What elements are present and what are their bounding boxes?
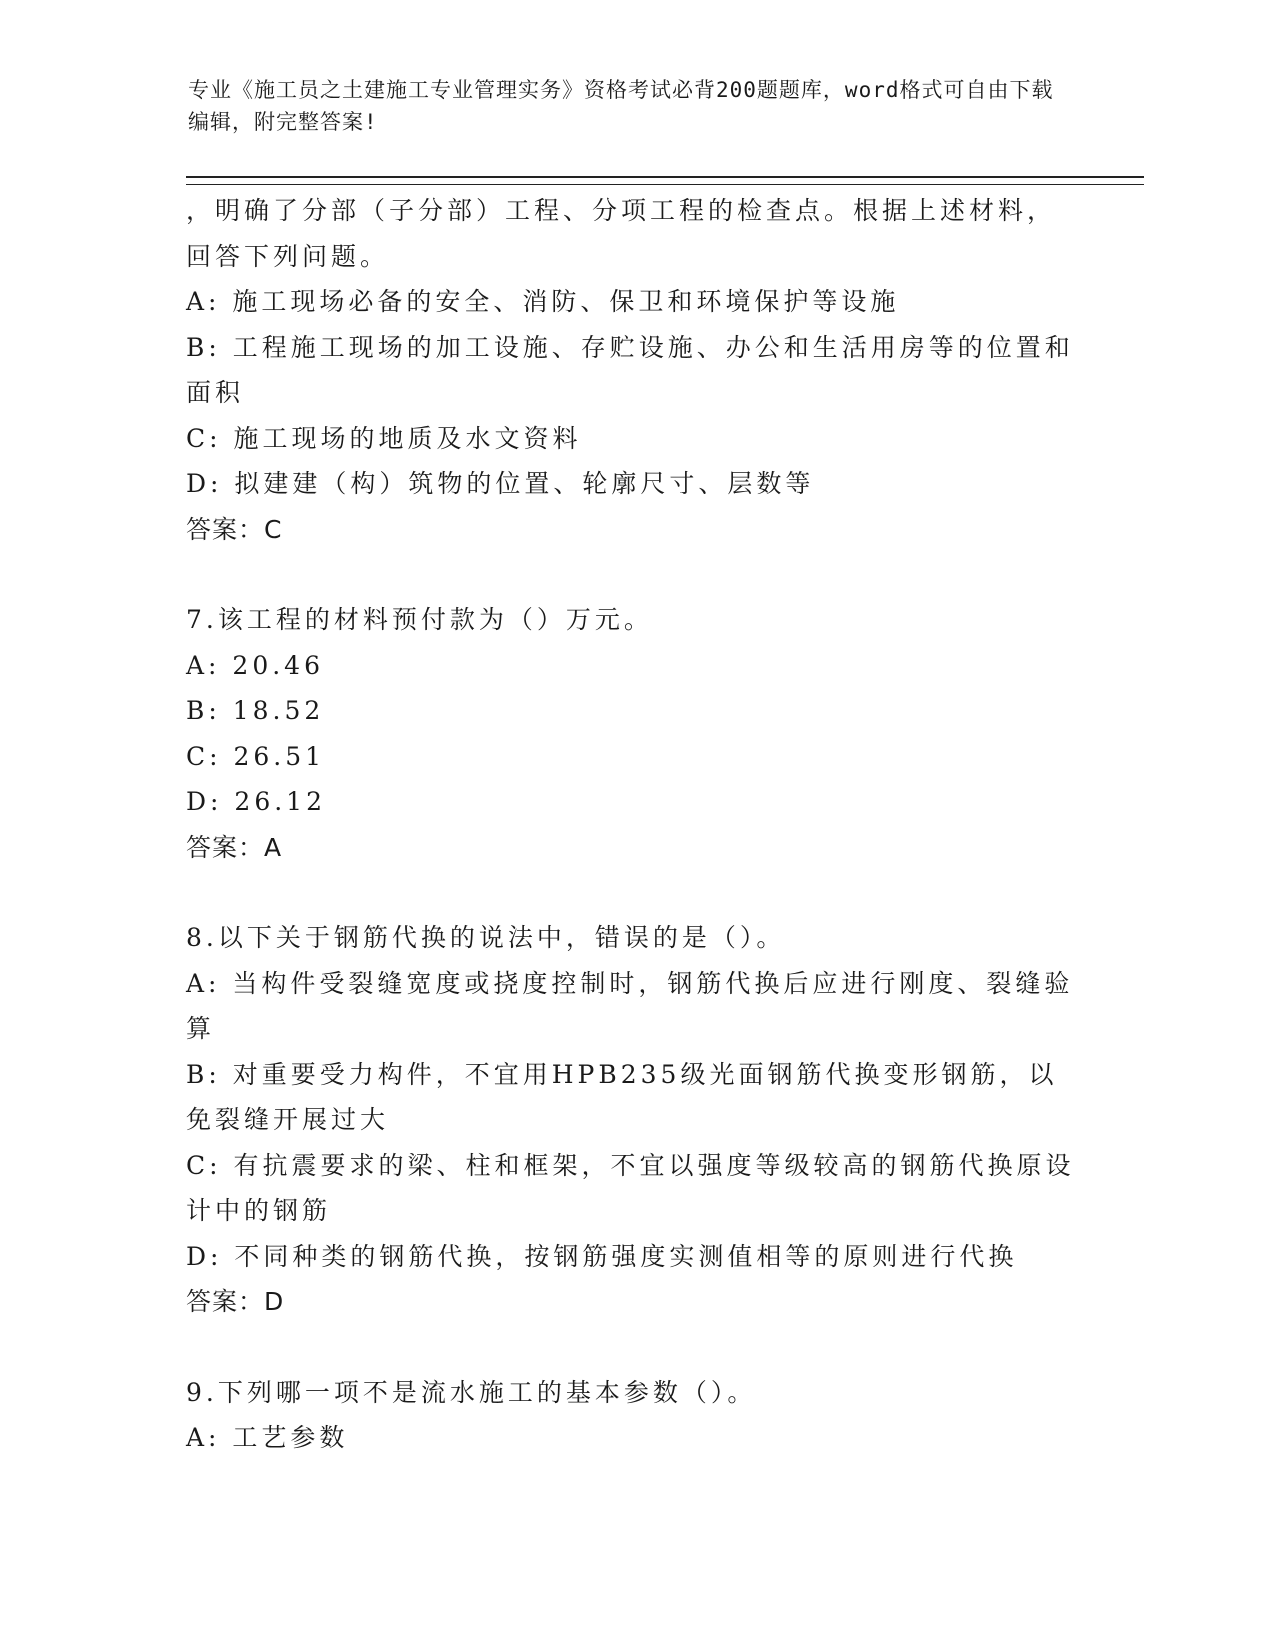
answer: 答案：A — [186, 832, 283, 862]
option-d: D: 26.12 — [186, 787, 326, 816]
option-c: C: 有抗震要求的梁、柱和框架，不宜以强度等级较高的钢筋代换原设计中的钢筋 — [186, 1150, 1075, 1225]
option-d: D: 拟建建（构）筑物的位置、轮廓尺寸、层数等 — [186, 469, 815, 498]
question-text: 7.该工程的材料预付款为（）万元。 — [186, 605, 653, 634]
question-block-continuation — [186, 188, 1076, 552]
option-a: A: 施工现场必备的安全、消防、保卫和环境保护等设施 — [186, 287, 900, 316]
option-b: B: 对重要受力构件，不宜用HPB235级光面钢筋代换变形钢筋，以免裂缝开展过大 — [186, 1059, 1058, 1134]
question-text: 9.下列哪一项不是流水施工的基本参数（）。 — [186, 1377, 757, 1407]
question-text: 8.以下关于钢筋代换的说法中，错误的是（）。 — [186, 923, 786, 952]
option-b: B: 工程施工现场的加工设施、存贮设施、办公和生活用房等的位置和面积 — [186, 332, 1074, 407]
spacer — [186, 552, 1076, 597]
question-content — [186, 188, 1076, 1461]
option-c: C: 施工现场的地质及水文资料 — [186, 423, 582, 453]
document-header — [188, 74, 1068, 138]
question-text: ，明确了分部（子分部）工程、分项工程的检查点。根据上述材料，回答下列问题。 — [186, 196, 1057, 271]
option-a: A: 当构件受裂缝宽度或挠度控制时，钢筋代换后应进行刚度、裂缝验算 — [186, 968, 1074, 1043]
answer: 答案：C — [186, 514, 283, 544]
question-block-8 — [186, 915, 1076, 1325]
question-block-9 — [186, 1370, 1076, 1461]
header-title: 专业《施工员之土建施工专业管理实务》资格考试必背200题题库，word格式可自由下载编辑，附完整答案! — [188, 78, 1054, 134]
header-divider — [186, 176, 1144, 185]
option-d: D: 不同种类的钢筋代换，按钢筋强度实测值相等的原则进行代换 — [186, 1241, 1018, 1271]
spacer — [186, 1325, 1076, 1370]
answer: 答案：D — [186, 1287, 285, 1316]
option-c: C: 26.51 — [186, 741, 326, 771]
option-a: A: 工艺参数 — [186, 1423, 349, 1452]
option-b: B: 18.52 — [186, 696, 325, 725]
question-block-7 — [186, 597, 1076, 870]
spacer — [186, 870, 1076, 915]
option-a: A: 20.46 — [186, 650, 324, 680]
